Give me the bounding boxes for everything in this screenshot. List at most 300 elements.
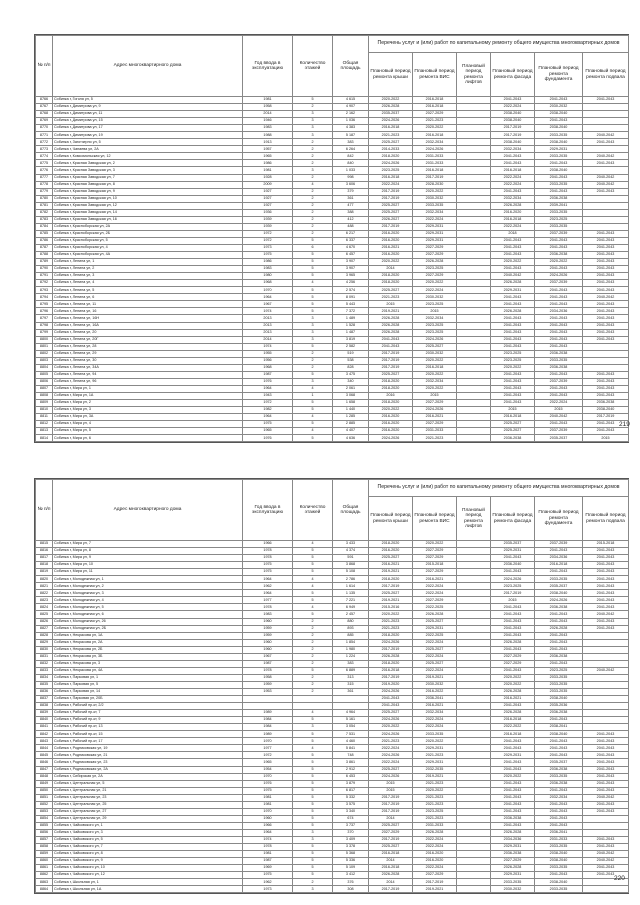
total-area-cell: 3 737 <box>333 822 369 829</box>
roof-period-cell: 2016-2018 <box>369 865 413 872</box>
floors-count-cell: 5 <box>293 301 333 308</box>
row-number-cell: 8805 <box>36 371 53 378</box>
address-cell: Собинка г, Красная Заводская ул, 3 <box>53 167 243 174</box>
total-area-cell: 3 340 <box>333 808 369 815</box>
basement-period-cell: 2015-2018 <box>583 541 629 548</box>
lift-period-cell <box>457 97 491 104</box>
facade-period-cell: 2041-2043 <box>491 392 535 399</box>
address-cell: Собинка г, Родниковская ул, 2А <box>53 766 243 773</box>
table-row <box>36 202 629 209</box>
lift-period-cell <box>457 583 491 590</box>
total-area-cell: 1 224 <box>333 653 369 660</box>
roof-period-cell: 2017-2019 <box>369 188 413 195</box>
row-number-cell: 8864 <box>36 886 53 893</box>
vis-period-cell: 2029-2031 <box>413 625 457 632</box>
roof-period-cell: 2016-2020 <box>369 230 413 237</box>
roof-period-cell: 2019-2021 <box>369 308 413 315</box>
row-number-cell: 8835 <box>36 681 53 688</box>
facade-period-cell: 2026-2028 <box>491 710 535 717</box>
basement-period-cell: 2041-2043 <box>583 301 629 308</box>
table-row <box>36 717 629 724</box>
lift-period-cell <box>457 879 491 886</box>
floors-count-cell: 2 <box>293 660 333 667</box>
year-built-cell: 1936 <box>243 209 293 216</box>
total-area-cell: 1 489 <box>333 315 369 322</box>
foundation-period-cell: 2041-2043 <box>535 343 583 350</box>
lift-period-cell <box>457 167 491 174</box>
table-row <box>36 209 629 216</box>
basement-period-cell <box>583 639 629 646</box>
basement-period-cell <box>583 653 629 660</box>
total-area-cell: 4 636 <box>333 435 369 442</box>
lift-period-cell <box>457 160 491 167</box>
total-area-cell: 3 861 <box>333 759 369 766</box>
table-row <box>36 569 629 576</box>
header-group: Перечень услуг и (или) работ по капитальному ремонту общего имущества многоквартирных домов <box>369 36 629 53</box>
vis-period-cell: 2026-2028 <box>413 259 457 266</box>
lift-period-cell <box>457 660 491 667</box>
year-built-cell: 1970 <box>243 808 293 815</box>
vis-period-cell: 2032-2034 <box>413 209 457 216</box>
row-number-cell: 8791 <box>36 273 53 280</box>
roof-period-cell: 2020-2022 <box>369 611 413 618</box>
floors-count-cell: 5 <box>293 865 333 872</box>
foundation-period-cell: 2033-2035 <box>535 209 583 216</box>
row-number-cell: 8850 <box>36 787 53 794</box>
address-cell: Собинка г, Чайковского ул, 5 <box>53 836 243 843</box>
table-row <box>36 139 629 146</box>
year-built-cell: 1939 <box>243 216 293 223</box>
floors-count-cell: 4 <box>293 541 333 548</box>
floors-count-cell: 5 <box>293 759 333 766</box>
facade-period-cell: 2041-2043 <box>491 252 535 259</box>
address-cell: Собинка г, Мира ул, 10 <box>53 562 243 569</box>
floors-count-cell: 3 <box>293 336 333 343</box>
foundation-period-cell: 2036-2038 <box>535 780 583 787</box>
total-area-cell: 4 907 <box>333 104 369 111</box>
floors-count-cell: 3 <box>293 315 333 322</box>
floors-count-cell: 4 <box>293 710 333 717</box>
vis-period-cell: 2027-2029 <box>413 273 457 280</box>
vis-period-cell: 2025-2027 <box>413 343 457 350</box>
total-area-cell: 3 068 <box>333 392 369 399</box>
floors-count-cell: 2 <box>293 188 333 195</box>
foundation-period-cell: 2036-2038 <box>535 766 583 773</box>
facade-period-cell: 2041-2043 <box>491 329 535 336</box>
foundation-period-cell: 2033-2035 <box>535 153 583 160</box>
facade-period-cell: 2017-2019 <box>491 132 535 139</box>
foundation-period-cell: 2041-2043 <box>535 371 583 378</box>
row-number-cell: 8856 <box>36 829 53 836</box>
vis-period-cell: 2027-2029 <box>413 244 457 251</box>
vis-period-cell: 2016-2021 <box>413 576 457 583</box>
row-number-cell: 8801 <box>36 343 53 350</box>
facade-period-cell: 2041-2043 <box>491 801 535 808</box>
floors-count-cell: 2 <box>293 618 333 625</box>
roof-period-cell: 2024-2026 <box>369 752 413 759</box>
table-row <box>36 879 629 886</box>
vis-period-cell: 2020-2022 <box>413 787 457 794</box>
foundation-period-cell: 2041-2043 <box>535 315 583 322</box>
foundation-period-cell: 2037-2039 <box>535 378 583 385</box>
address-cell: Собинка г, Заготзерно ул, 5 <box>53 139 243 146</box>
floors-count-cell: 2 <box>293 223 333 230</box>
table-row <box>36 646 629 653</box>
facade-period-cell: 2041-2043 <box>491 625 535 632</box>
address-cell: Собинка г, Некрасова ул, 1А <box>53 632 243 639</box>
facade-period-cell: 2041-2043 <box>491 343 535 350</box>
table-row <box>36 273 629 280</box>
facade-period-cell: 2041-2043 <box>491 618 535 625</box>
table-row <box>36 632 629 639</box>
year-built-cell: 1946 <box>243 118 293 125</box>
lift-period-cell <box>457 724 491 731</box>
row-number-cell: 8797 <box>36 315 53 322</box>
facade-period-cell: 2026-2028 <box>491 639 535 646</box>
page-number: 219 <box>619 421 630 428</box>
row-number-cell: 8858 <box>36 844 53 851</box>
facade-period-cell: 2026-2028 <box>491 865 535 872</box>
total-area-cell: 361 <box>333 688 369 695</box>
basement-period-cell: 2041-2043 <box>583 590 629 597</box>
address-cell: Собинка г, Ленина ул, 1 <box>53 259 243 266</box>
vis-period-cell: 2030-2032 <box>413 681 457 688</box>
table-row <box>36 230 629 237</box>
roof-period-cell: 2026-2028 <box>369 104 413 111</box>
foundation-period-cell: 2033-2035 <box>535 688 583 695</box>
address-cell: Собинка г, Парковая ул, 14 <box>53 688 243 695</box>
floors-count-cell: 5 <box>293 548 333 555</box>
address-cell: Собинка г, Школьная ул, 1А <box>53 886 243 893</box>
basement-period-cell: 2036-2038 <box>583 400 629 407</box>
total-area-cell: 3 412 <box>333 872 369 879</box>
facade-period-cell: 2041-2043 <box>491 301 535 308</box>
row-number-cell: 8775 <box>36 160 53 167</box>
lift-period-cell <box>457 421 491 428</box>
roof-period-cell: 2014 <box>369 266 413 273</box>
foundation-period-cell: 2041-2043 <box>535 301 583 308</box>
row-number-cell: 8816 <box>36 548 53 555</box>
year-built-cell: 1965 <box>243 428 293 435</box>
roof-period-cell: 2026-2027 <box>369 216 413 223</box>
vis-period-cell: 2020-2022 <box>413 280 457 287</box>
roof-period-cell: 2024-2026 <box>369 717 413 724</box>
address-cell: Собинка г, Чайковского ул, 3 <box>53 829 243 836</box>
total-area-cell: 519 <box>333 350 369 357</box>
total-area-cell: 6 889 <box>333 667 369 674</box>
year-built-cell: 1975 <box>243 872 293 879</box>
total-area-cell: 4 383 <box>333 125 369 132</box>
floors-count-cell: 2 <box>293 350 333 357</box>
vis-period-cell: 2019-2021 <box>413 886 457 893</box>
foundation-period-cell: 2041-2043 <box>535 660 583 667</box>
roof-period-cell: 2041-2043 <box>369 343 413 350</box>
total-area-cell: 1 285 <box>333 414 369 421</box>
lift-period-cell <box>457 125 491 132</box>
address-cell: Собинка г, Чайковского ул, 1 <box>53 822 243 829</box>
year-built-cell: 1970 <box>243 287 293 294</box>
lift-period-cell <box>457 696 491 703</box>
facade-period-cell: 2041-2043 <box>491 294 535 301</box>
roof-period-cell: 2026-2028 <box>369 329 413 336</box>
floors-count-cell: 4 <box>293 280 333 287</box>
facade-period-cell: 2026-2028 <box>491 688 535 695</box>
lift-period-cell <box>457 266 491 273</box>
basement-period-cell: 2041-2043 <box>583 872 629 879</box>
roof-period-cell: 2019-2020 <box>369 681 413 688</box>
address-cell: Собинка г, Мира ул, 2 <box>53 400 243 407</box>
lift-period-cell <box>457 555 491 562</box>
total-area-cell: 1 487 <box>333 329 369 336</box>
vis-period-cell: 2021-2023 <box>413 435 457 442</box>
foundation-period-cell: 2041-2043 <box>535 336 583 343</box>
vis-period-cell: 2022-2024 <box>413 667 457 674</box>
year-built-cell: 1972 <box>243 237 293 244</box>
roof-period-cell: 2015 <box>369 780 413 787</box>
roof-period-cell: 2017-2019 <box>369 886 413 893</box>
floors-count-cell: 2 <box>293 153 333 160</box>
table-row <box>36 604 629 611</box>
roof-period-cell: 2017-2019 <box>369 357 413 364</box>
basement-period-cell: 2041-2043 <box>583 759 629 766</box>
year-built-cell: 1984 <box>243 717 293 724</box>
total-area-cell: 2 162 <box>333 111 369 118</box>
foundation-period-cell: 2035-2037 <box>535 435 583 442</box>
basement-period-cell <box>583 104 629 111</box>
header-address: Адрес многоквартирного дома <box>53 36 243 97</box>
total-area-cell: 5 336 <box>333 858 369 865</box>
year-built-cell: 1987 <box>243 660 293 667</box>
year-built-cell: 1981 <box>243 801 293 808</box>
address-cell: Собинка г, Ленина ул, 28 <box>53 343 243 350</box>
facade-period-cell: 2041-2043 <box>491 153 535 160</box>
total-area-cell: 3 965 <box>333 273 369 280</box>
address-cell: Собинка г, Центральная ул, 21 <box>53 787 243 794</box>
facade-period-cell: 2022-2024 <box>491 174 535 181</box>
lift-period-cell <box>457 223 491 230</box>
row-number-cell: 8842 <box>36 731 53 738</box>
table-body-page-1 <box>36 97 629 442</box>
roof-period-cell: 2016-2020 <box>369 428 413 435</box>
address-cell: Собинка г, Центральная ул, 23 <box>53 794 243 801</box>
total-area-cell: 1 658 <box>333 400 369 407</box>
floors-count-cell: 5 <box>293 801 333 808</box>
row-number-cell: 8823 <box>36 597 53 604</box>
floors-count-cell: 5 <box>293 421 333 428</box>
address-cell: Собинка г, Красноборская ул, 4 <box>53 244 243 251</box>
facade-period-cell: 2026-2028 <box>491 280 535 287</box>
basement-period-cell <box>583 829 629 836</box>
header-basement: Плановый период ремонта подвала <box>583 497 629 541</box>
year-built-cell: 1975 <box>243 562 293 569</box>
table-row <box>36 801 629 808</box>
roof-period-cell: 2022-2024 <box>369 759 413 766</box>
foundation-period-cell: 2041-2043 <box>535 639 583 646</box>
vis-period-cell: 2020-2022 <box>413 371 457 378</box>
foundation-period-cell: 2037-2039 <box>535 230 583 237</box>
header-basement: Плановый период ремонта подвала <box>583 53 629 97</box>
row-number-cell: 8852 <box>36 801 53 808</box>
floors-count-cell: 5 <box>293 844 333 851</box>
total-area-cell: 3 409 <box>333 836 369 843</box>
roof-period-cell: 2021-2023 <box>369 132 413 139</box>
basement-period-cell: 2041-2043 <box>583 244 629 251</box>
roof-period-cell: 2021-2023 <box>369 625 413 632</box>
foundation-period-cell: 2036-2038 <box>535 195 583 202</box>
lift-period-cell <box>457 153 491 160</box>
floors-count-cell: 3 <box>293 167 333 174</box>
facade-period-cell: 2020-2022 <box>491 773 535 780</box>
total-area-cell: 2 912 <box>333 766 369 773</box>
address-cell: Собинка г, Мира ул, 6 <box>53 435 243 442</box>
address-cell: Собинка г, Красная Заводская ул, 9 <box>53 188 243 195</box>
total-area-cell: 340 <box>333 378 369 385</box>
basement-period-cell <box>583 350 629 357</box>
table-row <box>36 329 629 336</box>
table-row <box>36 660 629 667</box>
basement-period-cell: 2041-2043 <box>583 97 629 104</box>
roof-period-cell: 2014-2033 <box>369 146 413 153</box>
foundation-period-cell: 2034-2036 <box>535 308 583 315</box>
table-row <box>36 583 629 590</box>
address-cell: Собинка г, Родниковская ул, 23 <box>53 759 243 766</box>
floors-count-cell: 5 <box>293 287 333 294</box>
table-row <box>36 118 629 125</box>
foundation-period-cell: 2036-2038 <box>535 653 583 660</box>
year-built-cell: 1962 <box>243 583 293 590</box>
roof-period-cell: 2018-2020 <box>369 660 413 667</box>
address-cell: Собинка г, Центральная ул, 29 <box>53 815 243 822</box>
facade-period-cell: 2041-2043 <box>491 97 535 104</box>
year-built-cell: 1972 <box>243 400 293 407</box>
facade-period-cell: 2036-2038 <box>491 851 535 858</box>
vis-period-cell: 2020-2022 <box>413 357 457 364</box>
facade-period-cell: 2016-2021 <box>491 696 535 703</box>
total-area-cell: 376 <box>333 879 369 886</box>
vis-period-cell: 2022-2024 <box>413 590 457 597</box>
total-area-cell: 3 868 <box>333 562 369 569</box>
roof-period-cell: 2016-2020 <box>369 421 413 428</box>
roof-period-cell: 2015-2016 <box>369 604 413 611</box>
total-area-cell: 2 885 <box>333 421 369 428</box>
total-area-cell: 1 854 <box>333 639 369 646</box>
row-number-cell: 8840 <box>36 717 53 724</box>
roof-period-cell: 2018-2020 <box>369 273 413 280</box>
year-built-cell: 1981 <box>243 794 293 801</box>
facade-period-cell: 2022-2024 <box>491 223 535 230</box>
lift-period-cell <box>457 604 491 611</box>
basement-period-cell: 2041-2043 <box>583 322 629 329</box>
table-row <box>36 829 629 836</box>
address-cell: Собинка г, Красноборская ул, 2Б <box>53 230 243 237</box>
floors-count-cell: 2 <box>293 681 333 688</box>
address-cell: Собинка г, Центральная ул, 27 <box>53 808 243 815</box>
floors-count-cell: 2 <box>293 632 333 639</box>
table-row <box>36 181 629 188</box>
table-row <box>36 167 629 174</box>
year-built-cell: 1983 <box>243 125 293 132</box>
lift-period-cell <box>457 287 491 294</box>
vis-period-cell: 2020-2022 <box>413 541 457 548</box>
total-area-cell: 5 187 <box>333 132 369 139</box>
foundation-period-cell: 2041-2043 <box>535 569 583 576</box>
row-number-cell: 8833 <box>36 667 53 674</box>
floors-count-cell: 4 <box>293 745 333 752</box>
floors-count-cell: 3 <box>293 378 333 385</box>
floors-count-cell: 4 <box>293 604 333 611</box>
vis-period-cell: 2025-2027 <box>413 660 457 667</box>
floors-count-cell: 2 <box>293 202 333 209</box>
table-row <box>36 357 629 364</box>
basement-period-cell: 2041-2043 <box>583 738 629 745</box>
foundation-period-cell: 2033-2035 <box>535 576 583 583</box>
floors-count-cell: 2 <box>293 639 333 646</box>
facade-period-cell: 2016-2020 <box>491 209 535 216</box>
foundation-period-cell: 2033-2035 <box>535 773 583 780</box>
total-area-cell: 2 582 <box>333 343 369 350</box>
vis-period-cell: 2032-2034 <box>413 710 457 717</box>
header-lift: Плановый период ремонта лифтов <box>457 53 491 97</box>
facade-period-cell: 2041-2043 <box>491 667 535 674</box>
foundation-period-cell: 2041-2043 <box>535 118 583 125</box>
foundation-period-cell: 2041-2043 <box>535 611 583 618</box>
address-cell: Собинка г, Ленина ул, 16Н <box>53 315 243 322</box>
basement-period-cell: 2041-2043 <box>583 780 629 787</box>
total-area-cell: 388 <box>333 209 369 216</box>
year-built-cell: 1972 <box>243 230 293 237</box>
table-row <box>36 858 629 865</box>
basement-period-cell: 2040-2042 <box>583 851 629 858</box>
lift-period-cell <box>457 428 491 435</box>
row-number-cell: 8819 <box>36 569 53 576</box>
header-roof: Плановый период ремонта крыши <box>369 53 413 97</box>
foundation-period-cell: 2041-2043 <box>535 815 583 822</box>
table-row <box>36 407 629 414</box>
floors-count-cell: 2 <box>293 160 333 167</box>
basement-period-cell: 2041-2043 <box>583 428 629 435</box>
foundation-period-cell: 2037-2039 <box>535 428 583 435</box>
basement-period-cell: 2041-2043 <box>583 259 629 266</box>
table-row <box>36 195 629 202</box>
facade-period-cell: 2041-2043 <box>491 385 535 392</box>
facade-period-cell: 2038-2040 <box>491 111 535 118</box>
year-built-cell: 1976 <box>243 378 293 385</box>
row-number-cell: 8779 <box>36 188 53 195</box>
lift-period-cell <box>457 230 491 237</box>
table-row <box>36 400 629 407</box>
basement-period-cell <box>583 216 629 223</box>
vis-period-cell: 2027-2029 <box>413 421 457 428</box>
basement-period-cell: 2041-2043 <box>583 597 629 604</box>
facade-period-cell: 2032-2034 <box>491 146 535 153</box>
lift-period-cell <box>457 174 491 181</box>
table-row <box>36 188 629 195</box>
address-cell: Собинка г, Ленина ул, 94 <box>53 371 243 378</box>
total-area-cell: 379 <box>333 188 369 195</box>
roof-period-cell: 2020-2022 <box>369 407 413 414</box>
floors-count-cell: 4 <box>293 428 333 435</box>
row-number-cell: 8803 <box>36 357 53 364</box>
vis-period-cell: 2022-2024 <box>413 865 457 872</box>
lift-period-cell <box>457 808 491 815</box>
lift-period-cell <box>457 414 491 421</box>
basement-period-cell: 2041-2043 <box>583 745 629 752</box>
facade-period-cell: 2029-2031 <box>491 844 535 851</box>
facade-period-cell: 2026-2028 <box>491 308 535 315</box>
year-built-cell: 1959 <box>243 625 293 632</box>
basement-period-cell: 2040-2042 <box>583 294 629 301</box>
vis-period-cell: 2022-2024 <box>413 653 457 660</box>
